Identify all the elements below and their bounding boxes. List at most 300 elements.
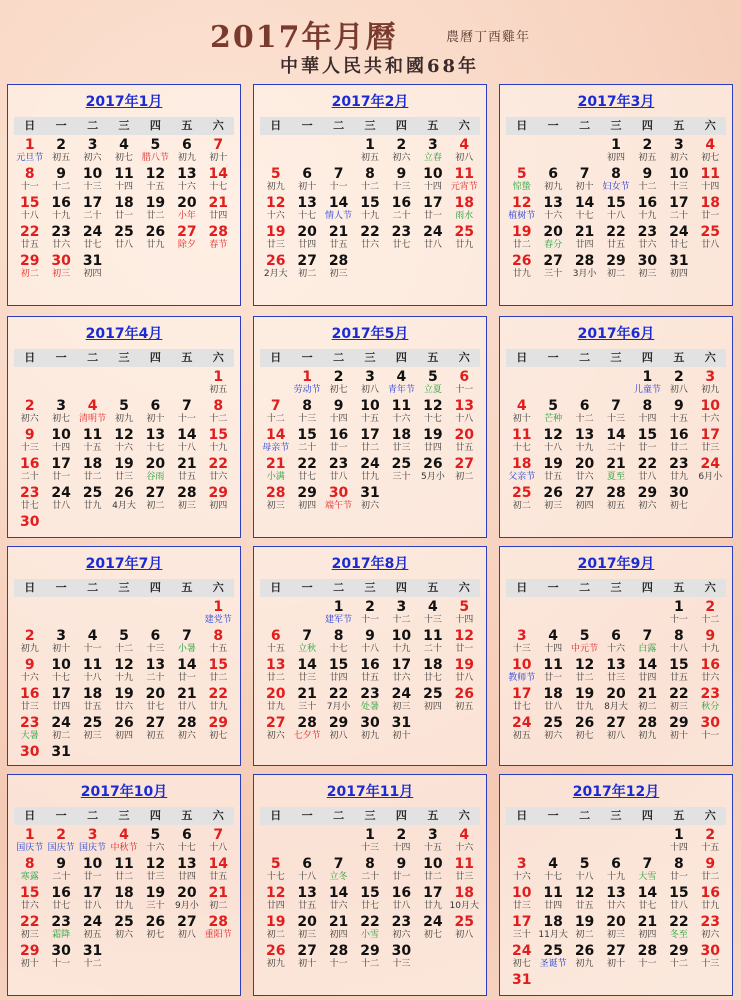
day-cell: [663, 456, 694, 485]
lunar-day-label: 初三: [177, 501, 196, 511]
day-cell: [537, 166, 568, 195]
lunar-day-label: 初八: [669, 385, 688, 395]
day-number: 29: [297, 485, 317, 501]
day-number: 26: [574, 943, 595, 959]
day-cell: [203, 427, 234, 456]
month-title-link[interactable]: 2017年10月: [80, 784, 168, 800]
day-cell: [417, 224, 448, 253]
month-title-link[interactable]: 2017年1月: [85, 94, 163, 110]
day-cell: [108, 485, 139, 514]
lunar-day-label: 初八: [329, 731, 348, 741]
weekday-label: 六: [704, 581, 716, 594]
lunar-day-label: 教师节: [508, 673, 536, 683]
lunar-day-label: 廿七: [392, 240, 411, 250]
day-cell: [695, 427, 726, 456]
day-number: 14: [637, 657, 658, 673]
day-number: 13: [606, 657, 626, 673]
lunar-day-label: 十一: [20, 182, 39, 192]
day-number: 12: [511, 195, 532, 211]
lunar-day-label: 廿六: [575, 472, 594, 482]
day-cell: [354, 398, 385, 427]
month-title-link[interactable]: 2017年3月: [577, 94, 655, 110]
day-number: 15: [360, 885, 380, 901]
day-cell: [663, 253, 694, 282]
weekday-label: 四: [641, 119, 653, 132]
day-cell: [386, 195, 417, 224]
day-number: 26: [145, 224, 166, 240]
lunar-day-label: 廿五: [606, 240, 625, 250]
day-cell: [417, 369, 448, 398]
month-panel: [499, 316, 733, 538]
day-number: 14: [606, 427, 626, 443]
weekday-label: 一: [301, 351, 313, 364]
day-number: 11: [391, 398, 412, 414]
day-number: 22: [208, 686, 229, 702]
day-cell: [386, 657, 417, 686]
day-cell: [537, 914, 568, 943]
day-number: 4: [87, 398, 98, 414]
lunar-day-label: 廿二: [701, 872, 720, 882]
day-cell: [506, 398, 537, 427]
lunar-day-label: 廿四: [329, 673, 348, 683]
lunar-day-label: 廿二: [360, 443, 379, 453]
day-cell: [386, 427, 417, 456]
lunar-day-label: 廿九: [146, 240, 165, 250]
lunar-day-label: 十九: [392, 644, 411, 654]
day-number: 11: [543, 657, 563, 673]
day-cell: [537, 856, 568, 885]
weekday-label: 三: [118, 809, 130, 822]
day-cell: [417, 398, 448, 427]
day-number: 11: [82, 657, 103, 673]
month-title-link[interactable]: 2017年2月: [331, 94, 409, 110]
weekday-label: 六: [212, 351, 224, 364]
day-number: 17: [700, 427, 721, 443]
day-cell: [77, 914, 108, 943]
month-title-link[interactable]: 2017年4月: [85, 326, 163, 342]
weekday-label: 一: [55, 351, 67, 364]
day-cell: [140, 485, 171, 514]
empty-day-cell: [537, 599, 568, 628]
day-number: 25: [82, 485, 103, 501]
month-title-link[interactable]: 2017年12月: [572, 784, 660, 800]
day-cell: [506, 628, 537, 657]
lunar-day-label: 父亲节: [508, 472, 536, 482]
weekday-label: 日: [516, 351, 528, 364]
lunar-day-label: 十六: [266, 211, 285, 221]
day-cell: [291, 715, 322, 744]
lunar-day-label: 初七: [52, 414, 71, 424]
day-cell: [354, 369, 385, 398]
weekday-label: 五: [181, 351, 193, 364]
day-cell: [260, 914, 291, 943]
day-cell: [323, 686, 354, 715]
day-number: 4: [548, 628, 558, 644]
day-number: 18: [423, 657, 443, 673]
day-number: 13: [145, 657, 166, 673]
day-number: 13: [543, 195, 563, 211]
day-number: 26: [114, 715, 134, 731]
day-number: 20: [606, 914, 626, 930]
day-cell: [600, 427, 631, 456]
lunar-day-label: 十七: [177, 843, 196, 853]
lunar-day-label: 初九: [20, 644, 39, 654]
lunar-day-label: 初七: [669, 501, 688, 511]
day-number: 23: [19, 715, 40, 731]
lunar-day-label: 廿九: [209, 702, 228, 712]
lunar-day-label: 初四: [638, 930, 657, 940]
day-cell: [417, 827, 448, 856]
day-cell: [203, 856, 234, 885]
month-title-link[interactable]: 2017年8月: [331, 556, 409, 572]
weekday-label: 五: [673, 581, 685, 594]
day-number: 10: [82, 856, 103, 872]
lunar-day-label: 廿九: [266, 702, 285, 712]
weekday-header: [14, 807, 234, 825]
day-cell: [45, 398, 76, 427]
day-cell: [291, 943, 322, 972]
day-number: 6: [611, 856, 621, 872]
day-number: 2: [673, 369, 684, 385]
lunar-day-label: 廿五: [360, 673, 379, 683]
day-cell: [386, 715, 417, 744]
empty-day-cell: [291, 827, 322, 856]
lunar-day-label: 2月大: [263, 269, 288, 279]
day-number: 28: [297, 715, 317, 731]
day-number: 16: [391, 885, 412, 901]
weekday-label: 三: [364, 351, 376, 364]
weekday-label: 日: [516, 809, 528, 822]
lunar-day-label: 十三: [701, 959, 720, 969]
lunar-day-label: 十一: [52, 959, 71, 969]
weekday-label: 四: [641, 581, 653, 594]
lunar-day-label: 十七: [575, 211, 594, 221]
day-number: 23: [669, 456, 689, 472]
lunar-day-label: 立春: [423, 153, 442, 163]
month-title-link[interactable]: 2017年11月: [326, 784, 414, 800]
lunar-day-label: 廿六: [392, 673, 411, 683]
lunar-day-label: 初四: [329, 930, 348, 940]
lunar-day-label: 廿七: [360, 901, 379, 911]
lunar-day-label: 初二: [52, 731, 71, 741]
day-cell: [449, 166, 480, 195]
day-number: 2: [642, 137, 653, 153]
weekday-label: 六: [704, 809, 716, 822]
day-number: 24: [511, 943, 532, 959]
lunar-day-label: 初六: [177, 731, 196, 741]
day-number: 29: [208, 715, 229, 731]
lunar-day-label: 十一: [669, 615, 688, 625]
day-number: 10: [423, 166, 443, 182]
day-number: 2: [396, 827, 407, 843]
day-number: 16: [19, 686, 40, 702]
lunar-day-label: 初三: [83, 731, 102, 741]
day-number: 12: [454, 628, 475, 644]
day-number: 19: [145, 885, 166, 901]
day-cell: [291, 253, 322, 282]
weekday-label: 一: [547, 119, 559, 132]
day-cell: [14, 715, 45, 744]
lunar-day-label: 廿三: [298, 673, 317, 683]
day-cell: [108, 137, 139, 166]
day-cell: [260, 195, 291, 224]
day-number: 7: [333, 856, 344, 872]
day-number: 30: [328, 485, 349, 501]
day-number: 25: [511, 485, 532, 501]
day-cell: [77, 715, 108, 744]
lunar-day-label: 初八: [177, 930, 196, 940]
lunar-day-label: 十二: [114, 644, 133, 654]
day-number: 16: [51, 195, 71, 211]
page-title: 2017年月曆: [210, 20, 398, 55]
day-number: 27: [145, 485, 166, 501]
lunar-day-label: 廿四: [575, 240, 594, 250]
weekday-header: [14, 349, 234, 367]
day-number: 27: [177, 224, 197, 240]
day-number: 4: [459, 137, 470, 153]
lunar-day-label: 十六: [146, 843, 165, 853]
lunar-day-label: 十三: [512, 644, 531, 654]
lunar-day-label: 二十: [298, 443, 317, 453]
day-number: 8: [213, 398, 224, 414]
lunar-day-label: 初三: [266, 501, 285, 511]
day-number: 5: [516, 166, 527, 182]
lunar-day-label: 廿五: [83, 702, 102, 712]
lunar-day-label: 初二: [298, 269, 317, 279]
lunar-day-label: 廿五: [20, 240, 39, 250]
day-cell: [140, 166, 171, 195]
lunar-day-label: 十二: [575, 414, 594, 424]
day-cell: [417, 427, 448, 456]
day-number: 14: [637, 885, 658, 901]
day-number: 16: [700, 885, 721, 901]
month-title-link[interactable]: 2017年6月: [577, 326, 655, 342]
day-number: 31: [82, 943, 103, 959]
day-number: 30: [360, 715, 380, 731]
weekday-label: 三: [610, 581, 622, 594]
day-number: 6: [302, 166, 312, 182]
lunar-day-label: 初五: [606, 501, 625, 511]
weekday-label: 三: [118, 119, 130, 132]
day-number: 6: [459, 369, 470, 385]
lunar-day-label: 霜降: [52, 930, 71, 940]
day-number: 27: [297, 943, 317, 959]
month-title-link[interactable]: 2017年9月: [577, 556, 655, 572]
lunar-day-label: 初十: [575, 182, 594, 192]
weekday-label: 四: [641, 351, 653, 364]
day-number: 30: [700, 943, 721, 959]
lunar-day-label: 初五: [83, 930, 102, 940]
day-number: 11: [114, 856, 134, 872]
day-number: 20: [543, 224, 563, 240]
weekday-label: 日: [24, 581, 36, 594]
day-number: 15: [208, 427, 229, 443]
day-number: 22: [637, 456, 658, 472]
lunar-day-label: 十七: [544, 872, 563, 882]
day-number: 31: [51, 744, 71, 760]
day-cell: [695, 224, 726, 253]
day-cell: [449, 398, 480, 427]
day-grid: [260, 137, 480, 282]
weekday-label: 四: [395, 351, 407, 364]
lunar-day-label: 廿八: [52, 501, 71, 511]
day-cell: [506, 686, 537, 715]
lunar-day-label: 十三: [298, 414, 317, 424]
day-number: 1: [302, 369, 312, 385]
lunar-day-label: 除夕: [177, 240, 196, 250]
day-number: 6: [150, 398, 161, 414]
empty-day-cell: [506, 599, 537, 628]
day-number: 9: [56, 856, 66, 872]
day-number: 5: [548, 398, 558, 414]
lunar-day-label: 初三: [669, 702, 688, 712]
weekday-header: [260, 579, 480, 597]
day-cell: [663, 628, 694, 657]
day-cell: [506, 914, 537, 943]
weekday-label: 六: [704, 119, 716, 132]
day-number: 1: [642, 369, 653, 385]
lunar-day-label: 十九: [638, 211, 657, 221]
day-cell: [14, 744, 45, 773]
day-number: 19: [454, 657, 475, 673]
day-cell: [632, 427, 663, 456]
day-number: 21: [177, 456, 197, 472]
day-number: 8: [365, 166, 375, 182]
empty-day-cell: [632, 599, 663, 628]
month-panel: [7, 546, 241, 766]
lunar-day-label: 初二: [455, 472, 474, 482]
day-cell: [417, 686, 448, 715]
day-number: 12: [145, 856, 166, 872]
day-cell: [323, 856, 354, 885]
day-cell: [171, 456, 202, 485]
lunar-day-label: 廿四: [209, 211, 228, 221]
day-number: 30: [637, 253, 658, 269]
day-cell: [386, 914, 417, 943]
day-cell: [695, 885, 726, 914]
day-cell: [77, 885, 108, 914]
lunar-day-label: 十五: [266, 644, 285, 654]
lunar-day-label: 十四: [52, 443, 71, 453]
day-cell: [108, 657, 139, 686]
day-number: 13: [297, 195, 317, 211]
day-number: 27: [177, 914, 197, 930]
day-number: 19: [423, 427, 443, 443]
day-cell: [600, 224, 631, 253]
day-number: 20: [574, 456, 595, 472]
lunar-day-label: 十三: [606, 414, 625, 424]
day-cell: [386, 137, 417, 166]
lunar-day-label: 惊蛰: [512, 182, 531, 192]
day-cell: [14, 456, 45, 485]
lunar-day-label: 廿六: [209, 472, 228, 482]
lunar-day-label: 初六: [83, 153, 102, 163]
day-number: 24: [391, 686, 412, 702]
lunar-day-label: 初四: [575, 501, 594, 511]
lunar-day-label: 十三: [392, 182, 411, 192]
day-number: 30: [51, 943, 71, 959]
lunar-day-label: 廿七: [52, 901, 71, 911]
day-cell: [77, 856, 108, 885]
lunar-day-label: 十三: [669, 182, 688, 192]
weekday-header: [506, 807, 726, 825]
day-cell: [108, 224, 139, 253]
weekday-label: 二: [333, 809, 345, 822]
day-cell: [537, 485, 568, 514]
weekday-label: 一: [301, 581, 313, 594]
lunar-day-label: 十一: [329, 182, 348, 192]
day-cell: [171, 686, 202, 715]
day-number: 16: [360, 657, 380, 673]
day-number: 15: [360, 195, 380, 211]
day-number: 27: [145, 715, 166, 731]
lunar-day-label: 廿一: [83, 872, 102, 882]
month-title-link[interactable]: 2017年5月: [331, 326, 409, 342]
lunar-day-label: 十四: [701, 182, 720, 192]
day-number: 8: [673, 628, 684, 644]
day-number: 3: [56, 628, 66, 644]
day-number: 10: [511, 657, 532, 673]
day-cell: [600, 398, 631, 427]
lunar-day-label: 11月大: [538, 930, 568, 940]
day-number: 21: [637, 686, 658, 702]
day-cell: [449, 686, 480, 715]
day-number: 1: [24, 827, 35, 843]
weekday-label: 六: [458, 119, 470, 132]
day-cell: [291, 456, 322, 485]
day-number: 11: [82, 427, 103, 443]
month-title-link[interactable]: 2017年7月: [85, 556, 163, 572]
day-number: 14: [265, 427, 286, 443]
day-number: 5: [427, 369, 438, 385]
day-cell: [14, 195, 45, 224]
day-cell: [45, 166, 76, 195]
day-number: 21: [606, 456, 626, 472]
lunar-day-label: 廿九: [669, 472, 688, 482]
lunar-day-label: 十二: [266, 414, 285, 424]
day-cell: [171, 885, 202, 914]
day-cell: [506, 715, 537, 744]
lunar-day-label: 十五: [423, 843, 442, 853]
day-cell: [663, 885, 694, 914]
day-cell: [171, 628, 202, 657]
day-number: 17: [51, 686, 71, 702]
day-cell: [14, 398, 45, 427]
empty-day-cell: [569, 137, 600, 166]
day-number: 8: [24, 166, 35, 182]
day-cell: [537, 456, 568, 485]
day-cell: [354, 943, 385, 972]
day-cell: [291, 657, 322, 686]
day-number: 3: [673, 137, 684, 153]
weekday-label: 五: [181, 809, 193, 822]
day-number: 22: [360, 914, 380, 930]
day-number: 8: [302, 398, 312, 414]
lunar-day-label: 十六: [20, 673, 39, 683]
lunar-day-label: 建党节: [204, 615, 232, 625]
day-cell: [171, 715, 202, 744]
day-number: 22: [208, 456, 229, 472]
day-cell: [354, 914, 385, 943]
empty-day-cell: [537, 137, 568, 166]
lunar-day-label: 廿五: [298, 901, 317, 911]
day-cell: [323, 715, 354, 744]
day-number: 7: [302, 628, 312, 644]
day-cell: [45, 456, 76, 485]
lunar-day-label: 十三: [20, 443, 39, 453]
lunar-day-label: 廿七: [638, 901, 657, 911]
day-number: 5: [119, 398, 129, 414]
